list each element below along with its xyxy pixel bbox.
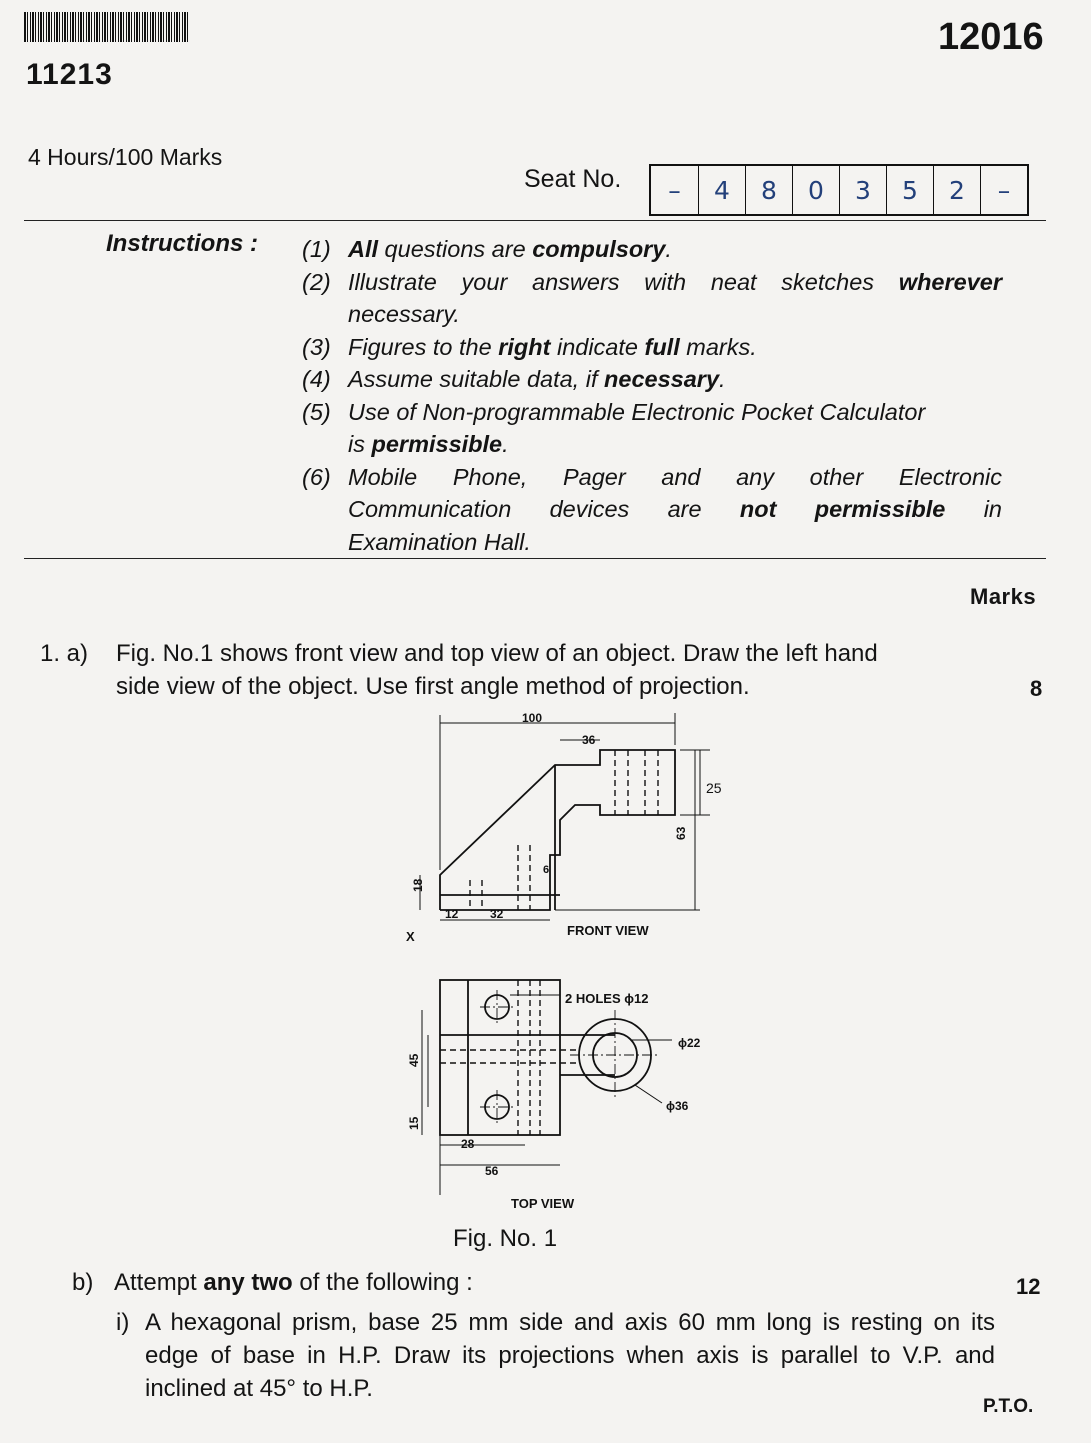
instruction-text: marks. <box>679 333 757 360</box>
seat-digit: 2 <box>933 166 980 214</box>
dim-100: 100 <box>522 711 543 725</box>
instructions-heading: Instructions : <box>106 230 259 257</box>
q1b-text-part: of the following : <box>292 1269 473 1296</box>
dim-18: 18 <box>411 878 425 892</box>
q1b-text-part: Attempt <box>114 1269 204 1296</box>
seat-digit: 0 <box>792 166 839 214</box>
q1a-line: side view of the object. Use first angle method of projection. <box>116 673 750 700</box>
dim-x: X <box>406 929 415 944</box>
seat-label: Seat No. <box>524 165 622 193</box>
dim-6: 6 <box>543 864 550 876</box>
instruction-item <box>302 331 1002 364</box>
instruction-text: Examination Hall. <box>348 528 531 555</box>
q1b-text-part: any two <box>203 1269 293 1296</box>
q1b-i-text <box>145 1306 995 1405</box>
seat-digit: 5 <box>886 166 933 214</box>
seat-digit: 4 <box>698 166 745 214</box>
instruction-item <box>302 233 1002 266</box>
seat-number-box <box>649 164 1029 216</box>
instruction-number: (3) <box>302 333 331 360</box>
instruction-text: necessary. <box>348 301 460 327</box>
exam-code: 12016 <box>938 16 1044 58</box>
q1a-text <box>116 637 966 703</box>
instruction-text: permissible <box>371 431 503 457</box>
instruction-text: necessary <box>604 366 720 392</box>
instructions-list <box>302 233 1002 558</box>
front-view-label: FRONT VIEW <box>567 923 649 938</box>
top-view-hidden-lines <box>440 980 580 1135</box>
front-view-dimensions <box>420 713 710 920</box>
q1b-marks: 12 <box>1016 1274 1041 1299</box>
duration-marks: 4 Hours/100 Marks <box>28 144 223 170</box>
paper-code: 11213 <box>26 58 113 91</box>
instruction-text: Use of Non-programmable Electronic Pocket Calculator <box>348 398 926 425</box>
instruction-text: Figures to the <box>348 333 499 360</box>
dim-32: 32 <box>490 907 504 921</box>
barcode <box>24 12 190 42</box>
instruction-text: wherever <box>898 268 1002 295</box>
seat-digit: 3 <box>839 166 886 214</box>
front-view-outline <box>440 750 675 910</box>
q1a-marks: 8 <box>1030 676 1043 701</box>
instruction-text: Assume suitable data, if <box>348 366 605 392</box>
dim-45: 45 <box>407 1053 421 1067</box>
divider-bottom <box>24 558 1046 559</box>
instruction-text: is <box>348 431 372 457</box>
holes-label: 2 HOLES ϕ12 <box>565 991 649 1006</box>
instruction-text: . <box>719 366 726 392</box>
dim-56: 56 <box>485 1164 499 1178</box>
instruction-text: full <box>644 333 680 360</box>
instruction-text: indicate <box>550 333 645 360</box>
dim-63: 63 <box>674 826 688 840</box>
seat-digit: – <box>980 166 1027 214</box>
instruction-item <box>302 396 1002 461</box>
dim-25: 25 <box>706 780 722 796</box>
instruction-text: All <box>348 236 379 262</box>
instruction-text: not permissible <box>739 496 946 522</box>
seat-digit: – <box>668 175 681 205</box>
q1b-text <box>114 1266 473 1299</box>
instruction-text: compulsory <box>532 236 666 262</box>
instruction-number: (5) <box>302 398 331 425</box>
instruction-number: (2) <box>302 268 331 295</box>
dim-36-dia: ϕ36 <box>666 1099 689 1113</box>
dim-28: 28 <box>461 1137 475 1151</box>
instruction-text: questions are <box>378 236 533 262</box>
q1a-label: 1. a) <box>40 640 89 667</box>
instruction-item <box>302 363 1002 396</box>
figure-caption: Fig. No. 1 <box>453 1225 558 1252</box>
q1b-i-label: i) <box>116 1309 130 1336</box>
seat-digit: 8 <box>745 166 792 214</box>
dim-22: ϕ22 <box>678 1036 701 1050</box>
q1b-i-line: edge of base in H.P. Draw its projections when axis is parallel to V.P. and <box>145 1342 995 1369</box>
front-view-hidden-lines <box>470 750 658 910</box>
q1b-label: b) <box>72 1269 94 1296</box>
instruction-text: in <box>945 496 1002 522</box>
q1b-i-line: A hexagonal prism, base 25 mm side and axis 60 mm long is resting on its <box>145 1309 995 1336</box>
q1a-line: Fig. No.1 shows front view and top view of an object. Draw the left hand <box>116 640 878 667</box>
instruction-text: Illustrate your answers with neat sketches <box>348 268 899 295</box>
pto: P.T.O. <box>983 1396 1034 1417</box>
q1b-i-line: inclined at 45° to H.P. <box>145 1375 373 1402</box>
instruction-number: (1) <box>302 236 331 262</box>
instruction-text: . <box>502 431 509 457</box>
instruction-item <box>302 461 1002 559</box>
dim-15: 15 <box>407 1116 421 1130</box>
top-view-outline <box>440 980 560 1135</box>
instruction-text: Mobile Phone, Pager and any other Electronic <box>348 463 1002 490</box>
divider-top <box>24 220 1046 221</box>
instruction-text: . <box>665 236 672 262</box>
dim-36: 36 <box>582 733 596 747</box>
engineering-drawing <box>400 705 730 1220</box>
marks-heading: Marks <box>970 584 1037 609</box>
instruction-item <box>302 266 1002 331</box>
top-view-centerlines <box>480 990 660 1125</box>
instruction-text: Communication devices are <box>348 496 740 522</box>
top-view-label: TOP VIEW <box>511 1196 575 1211</box>
instruction-number: (4) <box>302 366 331 392</box>
instruction-text: right <box>498 333 551 360</box>
dim-12: 12 <box>445 907 459 921</box>
instruction-number: (6) <box>302 463 331 490</box>
